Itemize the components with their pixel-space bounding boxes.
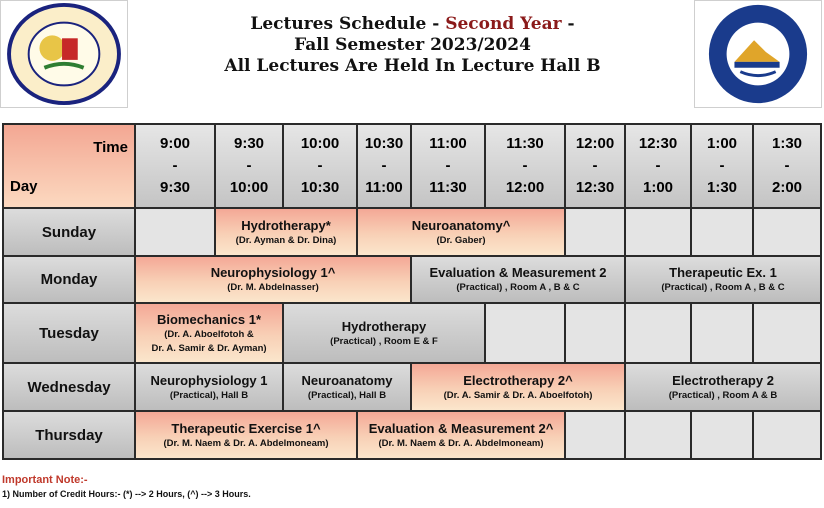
session-monday-evaluation xyxy=(411,256,625,303)
session-wednesday-electrotherapy-practical xyxy=(625,363,821,411)
day-row-tuesday xyxy=(3,303,821,363)
session-sunday-hydrotherapy xyxy=(215,208,357,256)
session-title: Biomechanics 1* xyxy=(156,311,262,327)
session-location: (Practical), Hall B xyxy=(169,389,249,401)
empty-cell xyxy=(625,208,691,256)
session-location: (Practical), Hall B xyxy=(307,389,387,401)
slot-end: 11:30 xyxy=(429,179,467,196)
corner-cell xyxy=(3,124,135,208)
session-title: Neuroanatomy xyxy=(301,372,393,388)
empty-cell xyxy=(625,303,691,363)
time-label: Time xyxy=(93,139,128,156)
day-row-thursday xyxy=(3,411,821,459)
time-slot-1 xyxy=(215,124,283,208)
time-slot-3 xyxy=(357,124,411,208)
session-monday-therapeutic xyxy=(625,256,821,303)
day-row-wednesday xyxy=(3,363,821,411)
session-title: Therapeutic Ex. 1 xyxy=(669,265,777,280)
empty-cell xyxy=(691,411,753,459)
slot-end: 10:00 xyxy=(229,179,269,196)
header-year: Second Year xyxy=(445,14,562,34)
day-wednesday: Wednesday xyxy=(3,363,135,411)
session-instructor: (Dr. A. Aboelfotoh & xyxy=(164,328,254,340)
empty-cell xyxy=(485,303,565,363)
empty-cell xyxy=(753,303,821,363)
slot-dash: - xyxy=(784,157,790,174)
session-location: (Practical) , Room A , B & C xyxy=(661,282,785,293)
empty-cell xyxy=(565,411,625,459)
session-location: (Practical) , Room E & F xyxy=(330,335,438,347)
session-title: Neurophysiology 1 xyxy=(150,372,268,388)
slot-start: 9:30 xyxy=(233,135,265,152)
empty-cell xyxy=(691,303,753,363)
time-slot-2 xyxy=(283,124,357,208)
slot-start: 9:00 xyxy=(159,135,191,152)
session-title: Neuroanatomy^ xyxy=(411,217,511,233)
empty-cell xyxy=(565,303,625,363)
session-title: Hydrotherapy* xyxy=(241,217,331,233)
important-note-item: 1) Number of Credit Hours:- (*) --> 2 Hours, (^) --> 3 Hours. xyxy=(2,489,251,499)
empty-cell xyxy=(691,208,753,256)
day-tuesday: Tuesday xyxy=(3,303,135,363)
slot-start: 1:30 xyxy=(771,135,803,152)
empty-cell xyxy=(625,411,691,459)
slot-dash: - xyxy=(172,157,178,174)
slot-end: 10:30 xyxy=(300,179,340,196)
session-wednesday-neuroanatomy xyxy=(283,363,411,411)
slot-end: 1:30 xyxy=(706,179,738,196)
slot-start: 1:00 xyxy=(706,135,738,152)
session-instructor: (Dr. M. Abdelnasser) xyxy=(227,282,319,293)
header-suffix: - xyxy=(561,14,575,34)
session-location: (Practical) , Room A & B xyxy=(668,389,778,401)
day-thursday: Thursday xyxy=(3,411,135,459)
time-header-row xyxy=(3,124,821,208)
time-slot-4 xyxy=(411,124,485,208)
university-logo-right xyxy=(694,0,822,108)
header-semester: Fall Semester 2023/2024 xyxy=(294,35,531,55)
session-instructor: (Dr. Ayman & Dr. Dina) xyxy=(235,234,337,246)
slot-dash: - xyxy=(522,157,528,174)
session-instructor: (Dr. A. Samir & Dr. A. Aboelfotoh) xyxy=(443,389,593,401)
session-title: Electrotherapy 2 xyxy=(672,372,774,388)
time-slot-0 xyxy=(135,124,215,208)
slot-dash: - xyxy=(655,157,661,174)
header-prefix: Lectures Schedule - xyxy=(250,14,446,34)
session-instructor: (Dr. Gaber) xyxy=(436,234,486,246)
session-instructor-2: Dr. A. Samir & Dr. Ayman) xyxy=(151,342,267,354)
session-title: Evaluation & Measurement 2^ xyxy=(368,420,554,436)
session-wednesday-electrotherapy-lecture xyxy=(411,363,625,411)
slot-dash: - xyxy=(381,157,387,174)
time-slot-7 xyxy=(625,124,691,208)
session-thursday-therapeutic xyxy=(135,411,357,459)
empty-cell xyxy=(753,208,821,256)
slot-end: 1:00 xyxy=(642,179,674,196)
empty-cell xyxy=(135,208,215,256)
slot-start: 10:00 xyxy=(300,135,340,152)
time-slot-9 xyxy=(753,124,821,208)
schedule-table xyxy=(2,123,822,460)
slot-start: 12:30 xyxy=(638,135,678,152)
schedule-header xyxy=(140,14,685,77)
session-title: Neurophysiology 1^ xyxy=(210,265,336,280)
faculty-logo-left xyxy=(0,0,128,108)
slot-end: 2:00 xyxy=(771,179,803,196)
slot-start: 12:00 xyxy=(575,135,615,152)
session-title: Hydrotherapy xyxy=(341,318,427,334)
session-tuesday-biomechanics xyxy=(135,303,283,363)
time-slot-6 xyxy=(565,124,625,208)
day-row-monday xyxy=(3,256,821,303)
slot-dash: - xyxy=(317,157,323,174)
time-slot-5 xyxy=(485,124,565,208)
slot-end: 12:00 xyxy=(505,179,545,196)
session-wednesday-neurophysiology xyxy=(135,363,283,411)
session-title: Evaluation & Measurement 2 xyxy=(429,265,607,280)
day-label: Day xyxy=(10,178,38,195)
slot-dash: - xyxy=(719,157,725,174)
day-row-sunday xyxy=(3,208,821,256)
day-sunday: Sunday xyxy=(3,208,135,256)
slot-start: 10:30 xyxy=(364,135,404,152)
session-location: (Practical) , Room A , B & C xyxy=(456,282,580,293)
header-line1 xyxy=(140,14,685,35)
session-monday-neurophysiology xyxy=(135,256,411,303)
header-hall: All Lectures Are Held In Lecture Hall B xyxy=(224,56,601,76)
slot-start: 11:00 xyxy=(429,135,467,152)
session-tuesday-hydrotherapy xyxy=(283,303,485,363)
session-title: Electrotherapy 2^ xyxy=(463,372,573,388)
slot-dash: - xyxy=(246,157,252,174)
day-monday: Monday xyxy=(3,256,135,303)
slot-dash: - xyxy=(445,157,451,174)
session-instructor: (Dr. M. Naem & Dr. A. Abdelmoneam) xyxy=(163,437,329,449)
session-title: Therapeutic Exercise 1^ xyxy=(171,420,321,436)
slot-dash: - xyxy=(592,157,598,174)
slot-end: 12:30 xyxy=(575,179,615,196)
session-instructor: (Dr. M. Naem & Dr. A. Abdelmoneam) xyxy=(378,437,544,449)
time-slot-8 xyxy=(691,124,753,208)
empty-cell xyxy=(753,411,821,459)
slot-start: 11:30 xyxy=(506,135,544,152)
important-note-title: Important Note:- xyxy=(2,474,88,486)
empty-cell xyxy=(565,208,625,256)
session-thursday-evaluation xyxy=(357,411,565,459)
slot-end: 9:30 xyxy=(159,179,191,196)
session-sunday-neuroanatomy xyxy=(357,208,565,256)
slot-end: 11:00 xyxy=(365,179,403,196)
